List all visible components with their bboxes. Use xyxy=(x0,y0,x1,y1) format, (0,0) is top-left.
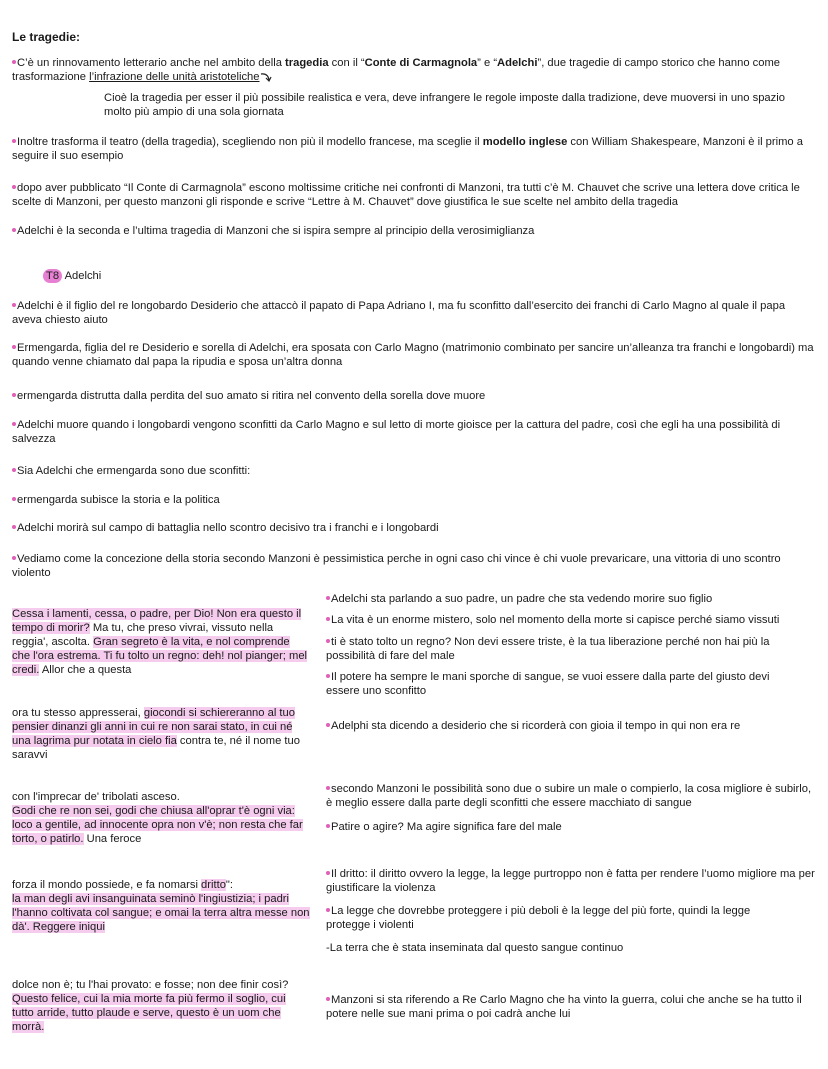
text: La legge che dovrebbe proteggere i più deboli è la legge del più forte, quindi la legge protegge i violenti xyxy=(326,905,751,931)
bullet-icon xyxy=(326,596,330,600)
bullet-icon xyxy=(326,617,330,621)
section-label: Adelchi xyxy=(64,270,102,282)
text: ": xyxy=(225,879,234,891)
bullet-icon xyxy=(326,723,330,727)
bold-text: tragedia xyxy=(285,57,329,69)
bullet-icon xyxy=(326,786,330,790)
text: Patire o agire? Ma agire significa fare del male xyxy=(331,821,562,833)
bullet-icon xyxy=(12,139,16,143)
bullet-icon xyxy=(326,908,330,912)
text: Il potere ha sempre le mani sporche di sangue, se vuoi essere dalla parte del giusto devi essere uno sconfitto xyxy=(326,671,770,697)
bullet-icon xyxy=(12,345,16,349)
text: Ermengarda, figlia del re Desiderio e sorella di Adelchi, era sposata con Carlo Magno (matrimonio combinato per sancire un’alleanza tra franchi e longobardi) ma quando venne chiamato dal papa la ripudia e sposa un’altra donna xyxy=(12,342,814,368)
adelchi-paragraph-6 xyxy=(12,493,812,507)
bullet-icon xyxy=(12,228,16,232)
text: Sia Adelchi che ermengarda sono due sconfitti: xyxy=(17,465,251,477)
text: forza il mondo possiede, e fa nomarsi xyxy=(12,879,202,891)
adelchi-paragraph-7 xyxy=(12,521,812,535)
poem-stanza-4 xyxy=(12,878,310,934)
intro-note: Cioè la tragedia per esser il più possibile realistica e vera, deve infrangere le regole imposte dalla tradizione, deve muoversi in uno spazio molto più ampio di una sola giornata xyxy=(104,92,785,118)
bullet-icon xyxy=(326,824,330,828)
bullet-icon xyxy=(326,871,330,875)
text: Manzoni si sta riferendo a Re Carlo Magno che ha vinto la guerra, colui che anche se ha tutto il potere nelle sue mani prima o poi cadrà anche lui xyxy=(326,994,802,1020)
highlighted-text: Godi che re non sei, godi che chiusa all'oprar t'è ogni via: loco a gentile, ad innocente opra non v'è; non resta che far torto, o patirlo. xyxy=(12,805,303,845)
bullet-icon xyxy=(12,497,16,501)
bullet-icon xyxy=(12,185,16,189)
note-11 xyxy=(326,993,816,1021)
bold-text: modello inglese xyxy=(482,136,568,148)
text: ermengarda distrutta dalla perdita del suo amato si ritira nel convento della sorella dove muore xyxy=(17,390,486,402)
bullet-icon xyxy=(326,997,330,1001)
note-6 xyxy=(326,782,816,810)
text: con l'imprecar de' tribolati asceso. xyxy=(12,791,180,803)
poem-stanza-5 xyxy=(12,978,310,1034)
note-7 xyxy=(326,820,816,834)
bullet-icon xyxy=(12,525,16,529)
text: Adelchi è il figlio del re longobardo Desiderio che attaccò il papato di Papa Adriano I, ma fu sconfitto dall’esercito dei franchi di Carlo Magno al quale il papa aveva chiesto aiuto xyxy=(12,300,786,326)
highlighted-text: Gran segreto è la vita, e nol comprende che l'ora estrema. Ti fu tolto un regno: deh! nol pianger; mel credi. xyxy=(12,636,308,676)
adelchi-paragraph-4 xyxy=(12,418,812,446)
text: ora tu stesso appresserai, xyxy=(12,707,144,719)
text: contra te, né il nome tuo saravvi xyxy=(12,735,300,761)
intro-paragraph-1 xyxy=(12,56,812,84)
underlined-text: l’infrazione delle unità aristoteliche xyxy=(89,71,260,83)
text: Allor che a questa xyxy=(39,664,132,676)
text: Adelchi è la seconda e l’ultima tragedia di Manzoni che si ispira sempre al principio della verosimiglianza xyxy=(17,225,535,237)
text: ”, due tragedie di campo storico che hanno come trasformazione xyxy=(12,57,781,83)
text: Adelchi sta parlando a suo padre, un padre che sta vedendo morire suo figlio xyxy=(331,593,713,605)
text: Adelchi muore quando i longobardi vengono sconfitti da Carlo Magno e sul letto di morte gioisce per la cattura del padre, così che egli ha una possibilità di salvezza xyxy=(12,419,781,445)
text: ti è stato tolto un regno? Non devi essere triste, è la tua liberazione perché non hai più la possibilità di fare del male xyxy=(326,636,770,662)
text: ” e “ xyxy=(477,57,498,69)
text: C’è un rinnovamento letterario anche nel ambito della xyxy=(17,57,286,69)
highlighted-text: dritto xyxy=(201,879,226,891)
text: dopo aver pubblicato “Il Conte di Carmagnola” escono moltissime critiche nei confronti di Manzoni, tra tutti c’è M. Chauvet che scrive una lettera dove critica le scelte di Manzoni, per questo manzoni gli risponde e scrive “Lettre à M. Chauvet” dove giustifica le sue scelte nel ambito della tragedia xyxy=(12,182,800,208)
note-1 xyxy=(326,592,816,606)
text: Il dritto: il diritto ovvero la legge, la legge purtroppo non è fatta per rendere l’uomo migliore ma per giustificare la violenza xyxy=(326,868,815,894)
text: Una feroce xyxy=(83,833,142,845)
arrow-icon xyxy=(260,71,274,83)
note-3 xyxy=(326,635,806,663)
text: La vita è un enorme mistero, solo nel momento della morte si capisce perché siamo vissuti xyxy=(331,614,780,626)
text: dolce non è; tu l'hai provato: e fosse; non dee finir così? xyxy=(12,979,289,991)
bullet-icon xyxy=(12,422,16,426)
text: Ma tu, che preso vivrai, vissuto nella reggia', ascolta. xyxy=(12,622,274,648)
adelchi-paragraph-1 xyxy=(12,299,817,327)
bold-text: Conte di Carmagnola xyxy=(364,57,478,69)
text: Adelphi sta dicendo a desiderio che si ricorderà con gioia il tempo in qui non era re xyxy=(331,720,741,732)
highlighted-text: la man degli avi insanguinata seminò l'ingiustizia; i padri l'hanno coltivata col sangue; e omai la terra altra messe non dà'. Reggere iniqui xyxy=(12,893,310,933)
note-5 xyxy=(326,719,816,733)
note-4 xyxy=(326,670,781,698)
bullet-icon xyxy=(12,468,16,472)
intro-paragraph-3 xyxy=(12,181,817,209)
section-heading xyxy=(43,269,101,283)
intro-paragraph-4 xyxy=(12,224,812,238)
text: secondo Manzoni le possibilità sono due o subire un male o compierlo, la cosa migliore è subirlo, è meglio essere dalla parte degli sconfitti che essere macchiato di sangue xyxy=(326,783,812,809)
poem-stanza-1 xyxy=(12,607,310,677)
text: con il “ xyxy=(328,57,365,69)
text: Adelchi morirà sul campo di battaglia nello scontro decisivo tra i franchi e i longobardi xyxy=(17,522,439,534)
note-2 xyxy=(326,613,816,627)
highlighted-text: Cessa i lamenti, cessa, o padre, per Dio! Non era questo il tempo di morir? xyxy=(12,608,302,634)
highlighted-text: Questo felice, cui la mia morte fa più fermo il soglio, cui tutto arride, tutto plaude e serve, questo è un uom che morrà. xyxy=(12,993,286,1033)
poem-stanza-3 xyxy=(12,790,310,846)
text: con William Shakespeare, Manzoni è il primo a seguire il suo esempio xyxy=(12,136,803,162)
adelchi-paragraph-2 xyxy=(12,341,817,369)
section-tag: T8 xyxy=(43,269,62,283)
text: Inoltre trasforma il teatro (della tragedia), scegliendo non più il modello francese, ma sceglie il xyxy=(17,136,483,148)
text: Vediamo come la concezione della storia secondo Manzoni è pessimistica perche in ogni caso chi vince è chi vuole prevaricare, una vittoria di uno scontro violento xyxy=(12,553,781,579)
text: ermengarda subisce la storia e la politica xyxy=(17,494,220,506)
bullet-icon xyxy=(12,556,16,560)
poem-stanza-2 xyxy=(12,706,310,762)
highlighted-text: giocondi si schiereranno al tuo pensier dinanzi gli anni in cui re non sarai stato, in cui né una lagrima pur notata in cielo fia xyxy=(12,707,295,747)
adelchi-paragraph-3 xyxy=(12,389,812,403)
bullet-icon xyxy=(326,674,330,678)
bold-text: Adelchi xyxy=(497,57,538,69)
note-10 xyxy=(326,941,816,955)
intro-paragraph-2 xyxy=(12,135,812,163)
note-8 xyxy=(326,867,816,895)
adelchi-paragraph-8 xyxy=(12,552,812,580)
note-9 xyxy=(326,904,796,932)
adelchi-paragraph-5 xyxy=(12,464,812,478)
text: -La terra che è stata inseminata dal questo sangue continuo xyxy=(326,942,624,954)
page-title: Le tragedie: xyxy=(12,30,81,44)
bullet-icon xyxy=(12,60,16,64)
bullet-icon xyxy=(12,393,16,397)
bullet-icon xyxy=(12,303,16,307)
bullet-icon xyxy=(326,639,330,643)
